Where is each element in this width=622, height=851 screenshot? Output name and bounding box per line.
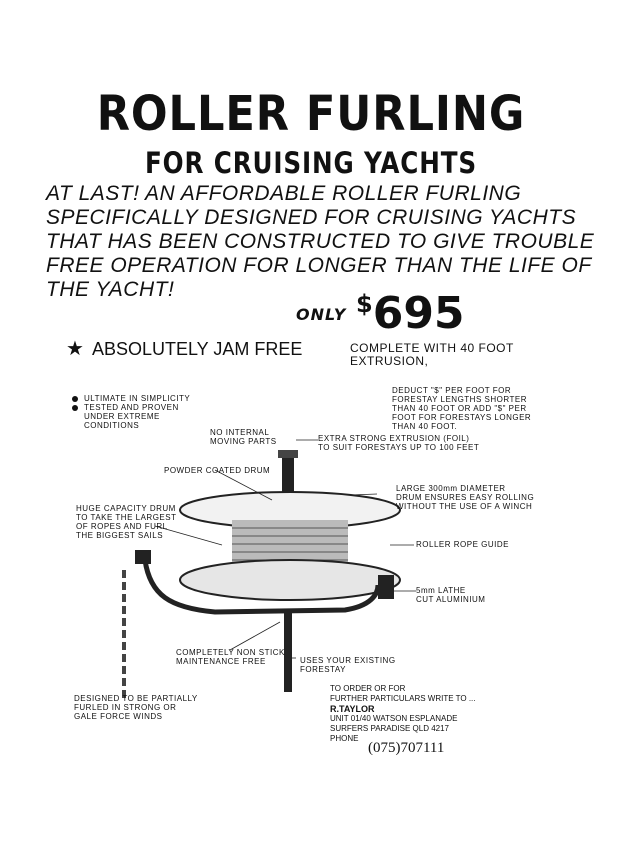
callout-forestay: USES YOUR EXISTING FORESTAY xyxy=(300,656,396,674)
currency-symbol: $ xyxy=(356,290,373,318)
callout-extrusion: EXTRA STRONG EXTRUSION (FOIL) TO SUIT FORESTAYS UP TO 100 FEET xyxy=(318,434,480,452)
order-phone-label: PHONE xyxy=(330,734,359,743)
headline-subtitle: FOR CRUISING YACHTS xyxy=(144,146,477,180)
callout-lathe: 5mm LATHE CUT ALUMINIUM xyxy=(416,586,486,604)
bullet-continuation: UNDER EXTREME xyxy=(84,412,160,421)
order-line: TO ORDER OR FOR xyxy=(330,684,406,693)
feature-text: ABSOLUTELY JAM FREE xyxy=(91,339,303,359)
headline-title: ROLLER FURLING xyxy=(96,86,526,142)
bullet-item: TESTED AND PROVEN xyxy=(72,403,190,412)
order-address: SURFERS PARADISE QLD 4217 xyxy=(330,724,450,733)
callout-no-internal: NO INTERNAL MOVING PARTS xyxy=(210,428,277,446)
complete-note: COMPLETE WITH 40 FOOT EXTRUSION, xyxy=(350,341,514,368)
only-label: ONLY xyxy=(296,305,347,324)
callout-designed: DESIGNED TO BE PARTIALLY FURLED IN STRONG OR GALE FORCE WINDS xyxy=(74,694,198,721)
callout-huge-capacity: HUGE CAPACITY DRUM TO TAKE THE LARGEST OF ROPES AND FURL THE BIGGEST SAILS xyxy=(76,504,177,540)
intro-paragraph: AT LAST! AN AFFORDABLE ROLLER FURLING SPECIFICALLY DESIGNED FOR CRUISING YACHTS THAT HAS BEEN CONSTRUCTED TO GIVE TROUBLE FREE OPERATION FOR LONGER THAN THE LIFE OF THE YACHT! xyxy=(46,182,595,301)
callout-roller-guide: ROLLER ROPE GUIDE xyxy=(416,540,509,549)
star-icon: ★ xyxy=(66,338,84,360)
deduct-note: DEDUCT "$" PER FOOT FOR FORESTAY LENGTHS SHORTER THAN 40 FOOT OR ADD "$" PER FOOT FOR FORESTAYS LONGER THAN 40 FOOT. xyxy=(392,386,532,431)
bullet-continuation: CONDITIONS xyxy=(84,421,140,430)
callout-powder-coated: POWDER COATED DRUM xyxy=(164,466,271,475)
callout-non-stick: COMPLETELY NON STICK MAINTENANCE FREE xyxy=(176,648,285,666)
order-address: UNIT 01/40 WATSON ESPLANADE xyxy=(330,714,458,723)
order-name: R.TAYLOR xyxy=(330,704,375,714)
bullet-item: ULTIMATE IN SIMPLICITY xyxy=(72,394,190,403)
callout-large-drum: LARGE 300mm DIAMETER DRUM ENSURES EASY ROLLING WITHOUT THE USE OF A WINCH xyxy=(396,484,535,511)
order-line: FURTHER PARTICULARS WRITE TO ... xyxy=(330,694,476,703)
price-amount: 695 xyxy=(372,288,465,339)
order-phone: (075)707111 xyxy=(368,740,445,756)
order-info xyxy=(330,684,476,744)
